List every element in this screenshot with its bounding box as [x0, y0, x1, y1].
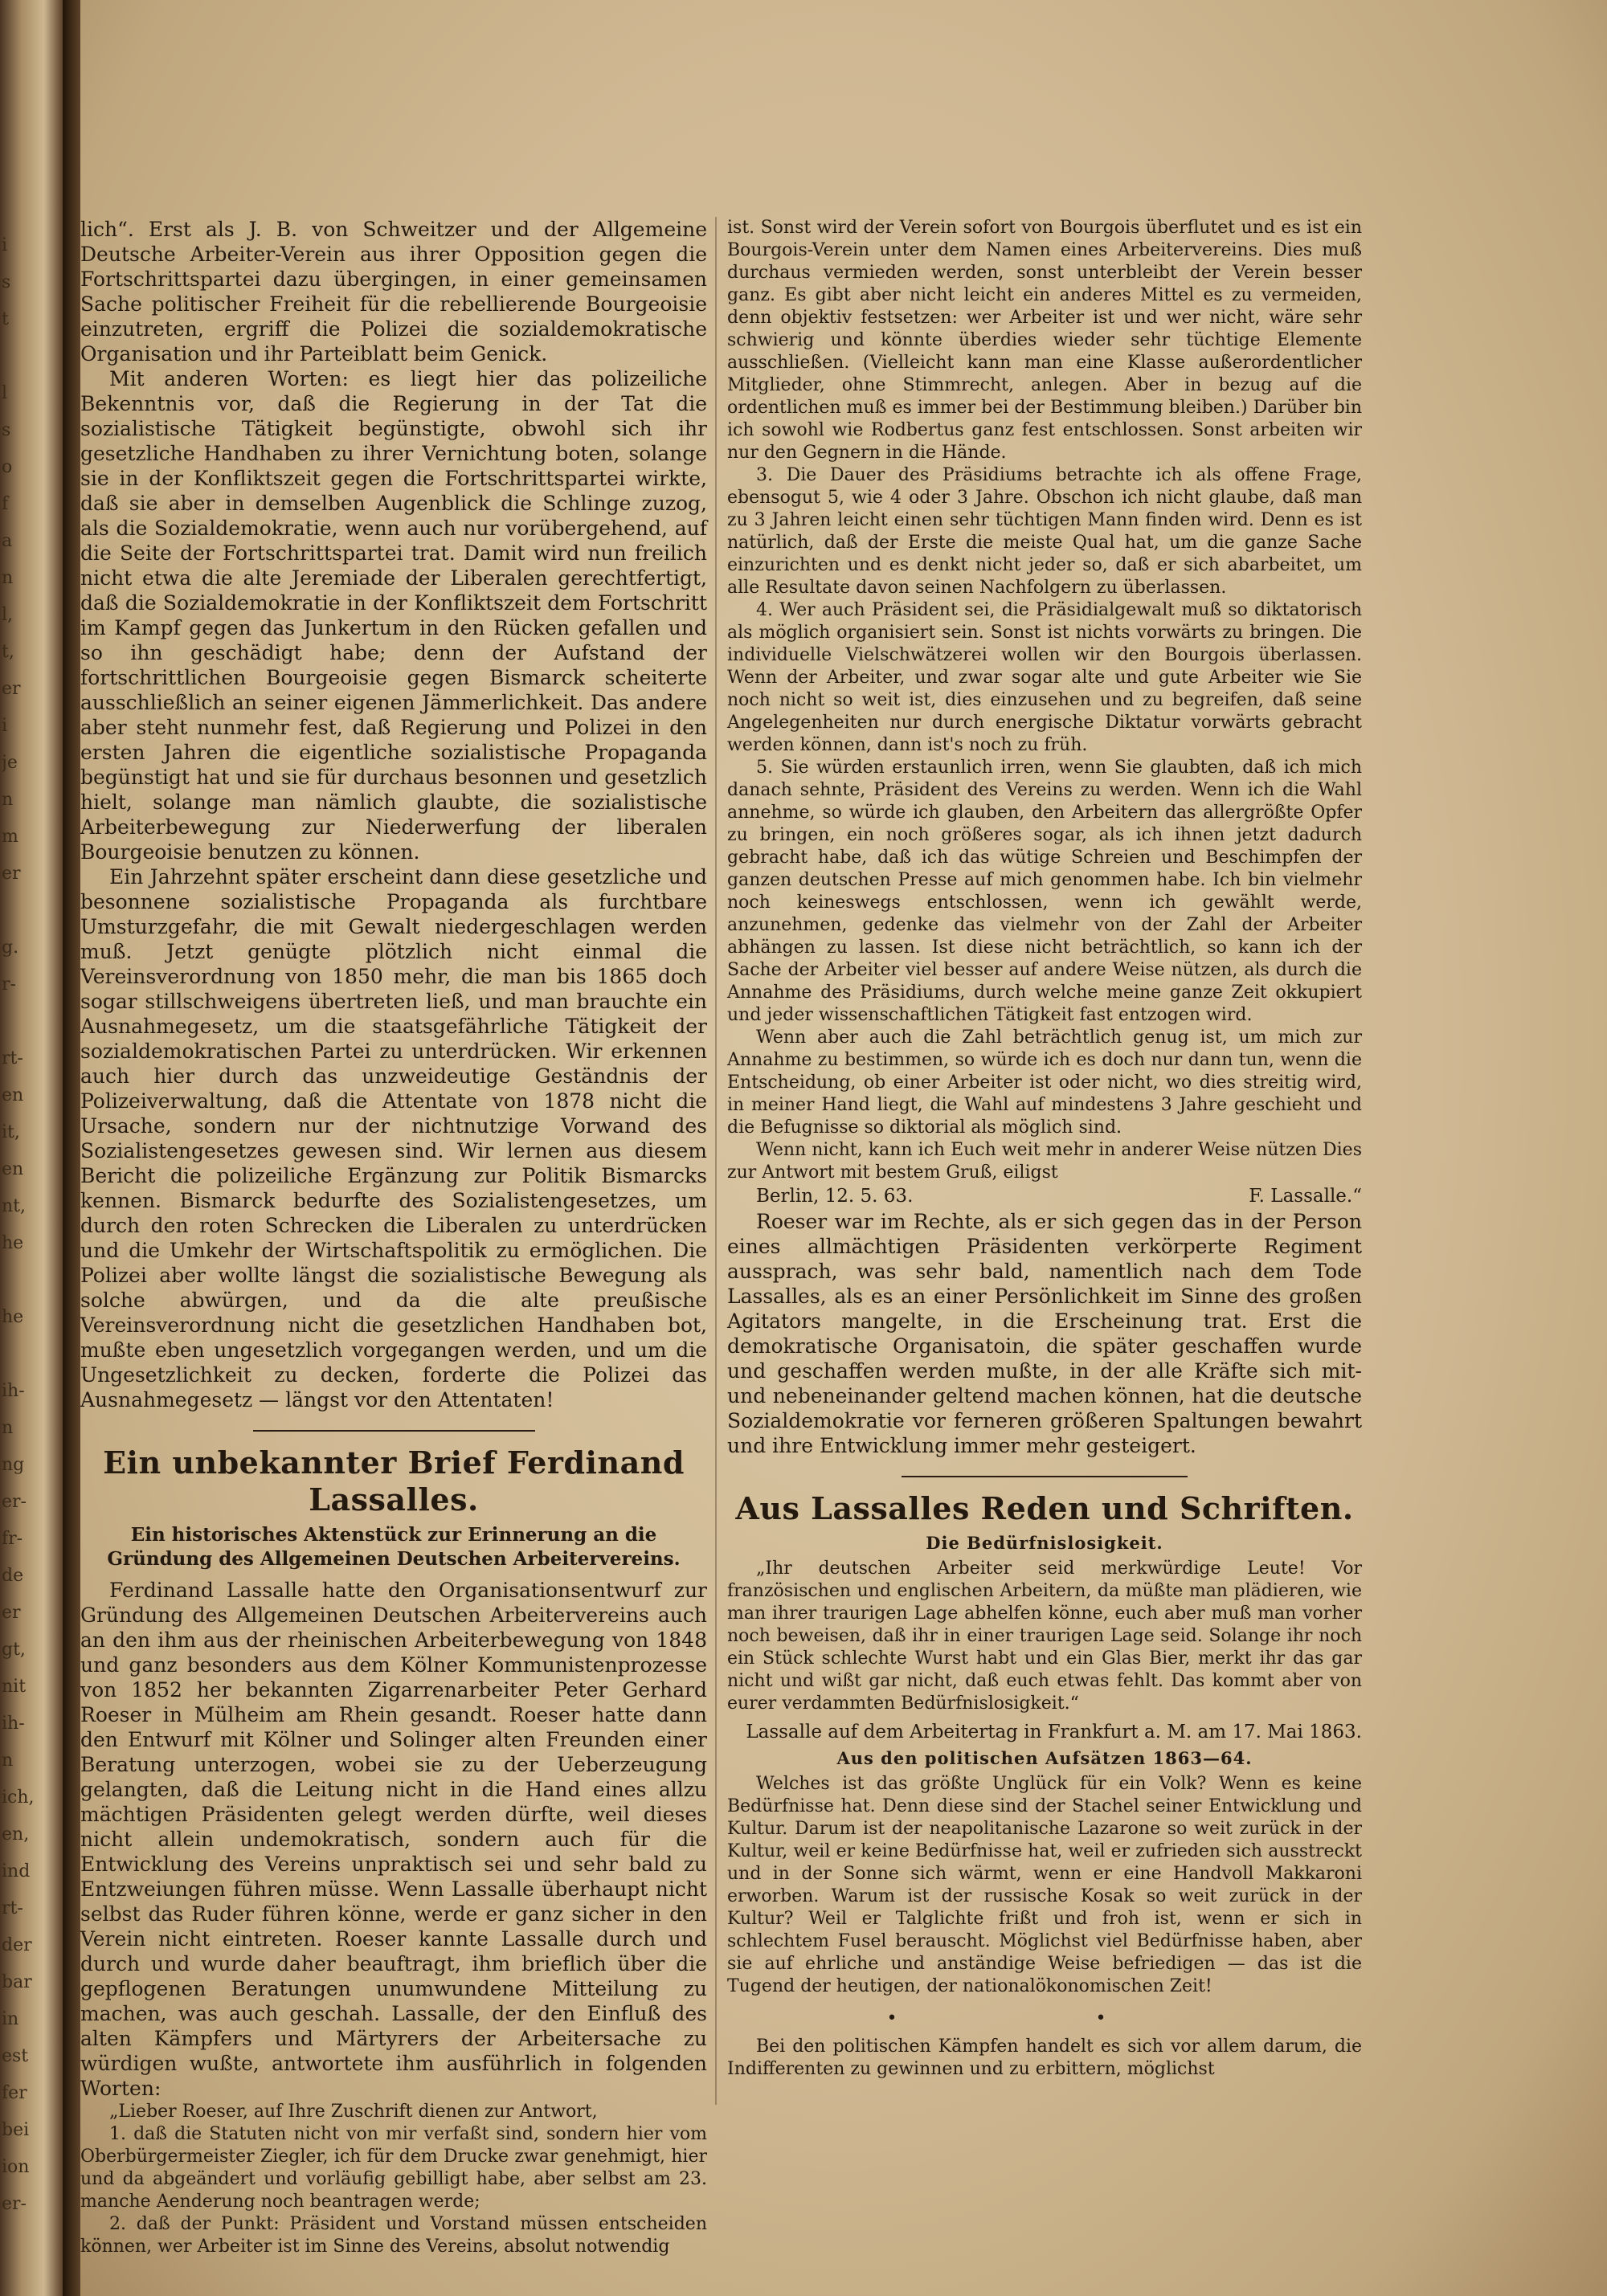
paragraph: lich“. Erst als J. B. von Schweitzer und der Allgemeine Deutsche Arbeiter-Verein aus ihrer Opposition gegen die Fortschrittspartei dazu übergingen, in einer gemeinsamen Sache politischer Freiheit für die rebellierende Bourgeoisie einzutreten, ergriff die Polizei die sozialdemokratische Organisation und ihr Parteiblatt beim Genick. [80, 218, 707, 366]
facing-page-fragment: n [2, 568, 14, 588]
facing-page-fragment: er [2, 1603, 21, 1623]
facing-page-fragment: nt, [2, 1196, 27, 1216]
letter-point: ist. Sonst wird der Verein sofort von Bourgois überflutet und es ist ein Bourgois-Verein unter dem Namen eines Arbeitervereins. Dies muß durchaus vermieden werden, sonst unterbleibt der Verein besser ganz. Es gibt aber nicht leicht ein anderes Mittel es zu vermeiden, denn objektiv festsetzen: wer Arbeiter ist und wer nicht, wäre sehr schwierig und könnte überdies wieder sehr tüchtige Elemente ausschließen. (Vielleicht kann man eine Klasse außerordentlicher Mitglieder, ohne Stimmrecht, anlegen. Aber in bezug auf die ordentlichen muß es immer bei der Bestimmung bleiben.) Darüber bin ich sowohl wie Rodbertus ganz fest entschlossen. Sonst arbeiten wir nur den Gegnern in die Hände. [727, 218, 1362, 463]
facing-page-fragment: r- [2, 974, 16, 995]
facing-page-fragment: t [2, 309, 9, 329]
paragraph: Ferdinand Lassalle hatte den Organisationsentwurf zur Gründung des Allgemeinen Deutschen Arbeitervereins auch an den ihm aus der rheinischen Arbeiterbewegung von 1848 und ganz besonders aus dem Kölner Kommunistenprozesse von 1852 her bekannten Zigarrenarbeiter Peter Gerhard Roeser in Mülheim am Rhein gesandt. Roeser hatte dann den Entwurf mit Kölner und Solinger alten Freunden einer Beratung unterzogen, wobei sie zu der Ueberzeugung gelangten, daß die Leitung nicht in die Hand eines allzu mächtigen Präsidenten gelegt werden dürfte, weil dieses nicht allein undemokratisch, sondern auch für die Entwicklung des Vereins unpraktisch sei und sehr bald zu Entzweiungen führen müsse. Wenn Lassalle überhaupt nicht selbst das Ruder führen könne, werde er ganz sicher in den Verein nicht eintreten. Roeser kannte Lassalle durch und durch und wurde daher beauftragt, ihm brieflich über die gepflogenen Beratungen unumwundene Mitteilung zu machen, was auch geschah. Lassalle, der den Einfluß des alten Kämpfers und Märtyrers der Arbeitersache zu würdigen wußte, antwortete ihm ausführlich in folgenden Worten: [80, 1579, 707, 2100]
facing-page-fragment: en, [2, 1824, 30, 1845]
section-heading: Die Bedürfnislosigkeit. [926, 1533, 1163, 1553]
facing-page-fragment: rt- [2, 1898, 23, 1918]
facing-page-fragment: l [2, 383, 8, 403]
facing-page-fragment: fr- [2, 1529, 23, 1549]
facing-page-fragment: he [2, 1233, 24, 1253]
facing-page-fragment: n [2, 790, 14, 810]
facing-page-edge [0, 0, 63, 2296]
section-divider [253, 1430, 535, 1432]
facing-page-fragment: gt, [2, 1640, 26, 1660]
left-column [80, 217, 707, 2258]
newspaper-page [80, 0, 1607, 2296]
letter-signature [727, 1184, 1362, 1209]
paragraph: Roeser war im Rechte, als er sich gegen das in der Person eines allmächtigen Präsidenten verkörperte Regiment aussprach, was sehr bald, namentlich nach dem Tode Lassalles, als es an einer Persönlichkeit im Sinne des großen Agitators mangelte, in die Erscheinung trat. Erst die demokratische Organisatoin, die später geschaffen wurde und geschaffen werden mußte, in der alle Kräfte sich mit- und nebeneinander geltend machen können, hat die deutsche Sozialdemokratie vor ferneren größeren Spaltungen bewahrt und ihre Entwicklung immer mehr gesteigert. [727, 1210, 1362, 1457]
facing-page-fragment: i [2, 235, 8, 255]
section-divider [902, 1476, 1188, 1477]
facing-page-fragment: bar [2, 1972, 32, 1992]
letter-point: 4. Wer auch Präsident sei, die Präsidialgewalt muß so diktatorisch als möglich organisiert sein. Sonst ist nichts vorwärts zu bringen. Die individuelle Vielschwätzerei wollen wir den Bourgois überlassen. Wenn der Arbeiter, und zwar sogar alte und gute Arbeiter wie Sie noch nicht so weit ist, dies einzusehen und zu begreifen, daß seine Angelegenheiten nur durch energische Diktatur vorwärts gebracht werden können, dann ist's noch zu früh. [727, 600, 1362, 755]
facing-page-fragment: f [2, 494, 9, 514]
facing-page-fragment: in [2, 2009, 19, 2029]
facing-page-fragment: je [2, 753, 18, 773]
letter-point: 3. Die Dauer des Präsidiums betrachte ich als offene Frage, ebensogut 5, wie 4 oder 3 Jahre. Obschon ich nicht glaube, daß man zu 3 Jahren leicht einen sehr tüchtigen Mann finden wird. Denn es ist natürlich, daß der Erste die meiste Qual hat, um die ganze Sache einzurichten und es denkt nicht jeder so, daß er sich abarbeitet, um alle Resultate davon seinen Nachfolgern zu überlassen. [727, 465, 1362, 598]
facing-page-fragment: ich, [2, 1787, 35, 1808]
ornament-dots: • • [886, 2008, 1203, 2028]
facing-page-fragment: he [2, 1307, 24, 1327]
facing-page-fragment: a [2, 531, 13, 551]
signature-place-date: Berlin, 12. 5. 63. [756, 1186, 914, 1207]
quote: Welches ist das größte Unglück für ein Volk? Wenn es keine Bedürfnisse hat. Denn diese sind der Stachel seiner Entwicklung und Kultur. Darum ist der neapolitanische Lazarone so weit zurück in der Kultur, weil er keine Bedürfnisse hat, weil er zufrieden sich ausstreckt und in der Sonne sich wärmt, wenn er eine Handvoll Makkaroni erworben. Warum ist der russische Kosak so weit zurück in der Kultur? Weil er Talglichte frißt und froh ist, wenn er sich in schlechtem Fusel berauscht. Möglichst viel Bedürfnisse haben, aber sie auf ehrliche und anständige Weise befriedigen — das ist die Tugend der heutigen, der nationalökonomischen Zeit! [727, 1774, 1362, 1996]
facing-page-fragment: i [2, 716, 8, 736]
letter-salutation: „Lieber Roeser, auf Ihre Zuschrift dienen zur Antwort, [109, 2102, 598, 2122]
facing-page-fragment: g. [2, 938, 19, 958]
facing-page-fragment: n [2, 1418, 14, 1438]
signature-name: F. Lassalle.“ [1249, 1186, 1362, 1207]
letter-point: 2. daß der Punkt: Präsident und Vorstand müssen entscheiden können, wer Arbeiter ist im Sinne des Vereins, absolut notwendig [80, 2214, 707, 2257]
facing-page-fragment: er [2, 679, 21, 699]
right-column [727, 217, 1362, 2081]
quote: „Ihr deutschen Arbeiter seid merkwürdige Leute! Vor französischen und englischen Arbeitern, da müßte man plädieren, wie man ihrer traurigen Lage abhelfen könne, euch aber muß man vorher noch beweisen, daß ihr in einer traurigen Lage seid. Solange ihr noch ein Stück schlechte Wurst habt und ein Glas Bier, merkt ihr das gar nicht und wißt gar nicht, daß euch etwas fehlt. Das kommt aber von eurer verdammten Bedürfnislosigkeit.“ [727, 1559, 1362, 1714]
facing-page-fragment: ng [2, 1455, 25, 1475]
facing-page-fragment: fer [2, 2083, 27, 2103]
facing-page-fragment: ih- [2, 1714, 25, 1734]
facing-page-fragment: it, [2, 1122, 20, 1142]
facing-page-fragment: o [2, 457, 13, 477]
letter-point: 1. daß die Statuten nicht von mir verfaßt sind, sondern hier vom Oberbürgermeister Ziegler, ich für dem Drucke zwar genehmigt, hier und da abgeändert und vorläufig gebilligt habe, aber selbst am 23. manche Aenderung noch beantragen werde; [80, 2124, 707, 2212]
facing-page-fragment: der [2, 1935, 32, 1955]
facing-page-fragment: m [2, 827, 18, 847]
facing-page-fragment: er [2, 864, 21, 884]
facing-page-fragment: s [2, 272, 11, 292]
facing-page-fragment: bei [2, 2120, 30, 2140]
column-rule [715, 217, 717, 2105]
article-subtitle: Ein historisches Aktenstück zur Erinnerung an die Gründung des Allgemeinen Deutschen Arbeitervereins. [107, 1524, 681, 1570]
quote: Bei den politischen Kämpfen handelt es sich vor allem darum, die Indifferenten zu gewinnen und zu erbittern, möglichst [727, 2037, 1362, 2079]
facing-page-fragment: est [2, 2046, 29, 2066]
letter-point: 5. Sie würden erstaunlich irren, wenn Sie glaubten, daß ich mich danach sehnte, Präsident des Vereins zu werden. Wenn ich die Wahl annehme, so würde ich glauben, den Arbeitern das allergrößte Opfer zu bringen, ein noch größeres sogar, als ich ihnen jetzt dadurch gebracht habe, daß ich das wütige Schreien und Beschimpfen der ganzen deutschen Presse auf mich genommen habe. Ich bin vielmehr noch keineswegs entschlossen, wenn ich gewählt werde, anzunehmen, gedenke das vielmehr von der Zahl der Arbeiter abhängen zu lassen. Ist diese nicht beträchtlich, so kann ich der Sache der Arbeiter viel besser auf andere Weise nützen, als durch die Annahme des Präsidiums, durch welche meine ganze Zeit okkupiert und jeder wissenschaftlichen Tätigkeit fast entzogen wird. [727, 758, 1362, 1025]
facing-page-fragment: nit [2, 1677, 27, 1697]
facing-page-fragment: er- [2, 2194, 27, 2214]
section-heading: Aus den politischen Aufsätzen 1863—64. [836, 1748, 1253, 1768]
quote-attribution: Lassalle auf dem Arbeitertag in Frankfurt a. M. am 17. Mai 1863. [746, 1722, 1362, 1742]
paragraph: Ein Jahrzehnt später erscheint dann diese gesetzliche und besonnene sozialistische Propaganda als furchtbare Umsturzgefahr, die mit Gewalt niedergeschlagen werden muß. Jetzt genügte plötzlich nicht einmal die Vereinsverordnung von 1850 mehr, die man bis 1865 doch sogar stillschweigens übertreten ließ, und man brauchte ein Ausnahmegesetz, um die staatsgefährliche Tätigkeit der sozialdemokratischen Partei zu unterdrücken. Wir erkennen auch hier durch das unzweideutige Geständnis der Polizeiverwaltung, daß die Attentate von 1878 nicht die Ursache, sondern nur der nichtnutzige Vorwand des Sozialistengesetzes gewesen sind. Wir lernen aus diesem Bericht die polizeiliche Ergänzung zur Politik Bismarcks kennen. Bismarck bedurfte des Sozialistengesetzes, um durch den roten Schrecken die Liberalen zu unterdrücken und die Umkehr der Wirtschaftspolitik zu ermöglichen. Die Polizei aber wollte längst die sozialistische Bewegung als solche abwürgen, und da die alte preußische Vereinsverordnung nicht die gesetzlichen Handhaben bot, mußte eben ungesetzlich vorgegangen werden, und um die Ungesetzlichkeit zu decken, forderte die Polizei das Ausnahmegesetz — längst vor den Attentaten! [80, 865, 707, 1412]
book-gutter [63, 0, 80, 2296]
paragraph: Mit anderen Worten: es liegt hier das polizeiliche Bekenntnis vor, daß die Regierung in der Tat die sozialistische Tätigkeit begünstigte, obwohl sich ihr gesetzliche Handhaben zu ihrer Vernichtung boten, solange sie in der Konfliktszeit gegen die Fortschrittspartei wirkte, daß sie aber in demselben Augenblick die Schlinge zuzog, als die Sozialdemokratie, wenn auch nur vorübergehend, auf die Seite der Fortschrittspartei trat. Damit wird nun freilich nicht etwa die alte Jeremiade der Liberalen gerechtfertigt, daß die Sozialdemokratie in der Konfliktszeit dem Fortschritt im Kampf gegen das Junkertum in den Rücken gefallen und so ihn geschädigt habe; denn der Aufstand der fortschrittlichen Bourgeoisie gegen Bismarck scheiterte ausschließlich an seiner eigenen Jämmerlichkeit. Das andere aber steht nunmehr fest, daß Regierung und Polizei in den ersten Jahren die eigentliche sozialistische Propaganda begünstigt hat und sie für durchaus besonnen und gesetzlich hielt, solange man nämlich glaubte, die sozialistische Arbeiterbewegung zur Niederwerfung der liberalen Bourgeoisie benutzen zu können. [80, 367, 707, 864]
facing-page-fragment: l, [2, 605, 14, 625]
facing-page-fragment: ih- [2, 1381, 25, 1401]
facing-page-fragment: de [2, 1566, 24, 1586]
article-title: Aus Lassalles Reden und Schriften. [735, 1490, 1354, 1526]
facing-page-fragment: s [2, 420, 11, 440]
facing-page-fragment: en [2, 1085, 24, 1105]
facing-page-fragment: en [2, 1159, 24, 1179]
facing-page-fragment: n [2, 1751, 14, 1771]
facing-page-fragment: ind [2, 1861, 31, 1881]
article-title: Ein unbekannter Brief Ferdinand Lassalles. [103, 1444, 685, 1518]
facing-page-fragment: er- [2, 1492, 27, 1512]
facing-page-fragment: ion [2, 2157, 30, 2177]
facing-page-fragment: t, [2, 642, 14, 662]
facing-page-fragment: rt- [2, 1048, 23, 1068]
letter-point: Wenn aber auch die Zahl beträchtlich genug ist, um mich zur Annahme zu bestimmen, so würde ich es doch nur dann tun, wenn die Entscheidung, ob einer Arbeiter ist oder nicht, wo dies streitig wird, in meiner Hand liegt, die Wahl auf mindestens 3 Jahre geschieht und die Befugnisse so diktorial als möglich sind. [727, 1027, 1362, 1138]
letter-point: Wenn nicht, kann ich Euch weit mehr in anderer Weise nützen Dies zur Antwort mit bestem Gruß, eiligst [727, 1140, 1362, 1183]
